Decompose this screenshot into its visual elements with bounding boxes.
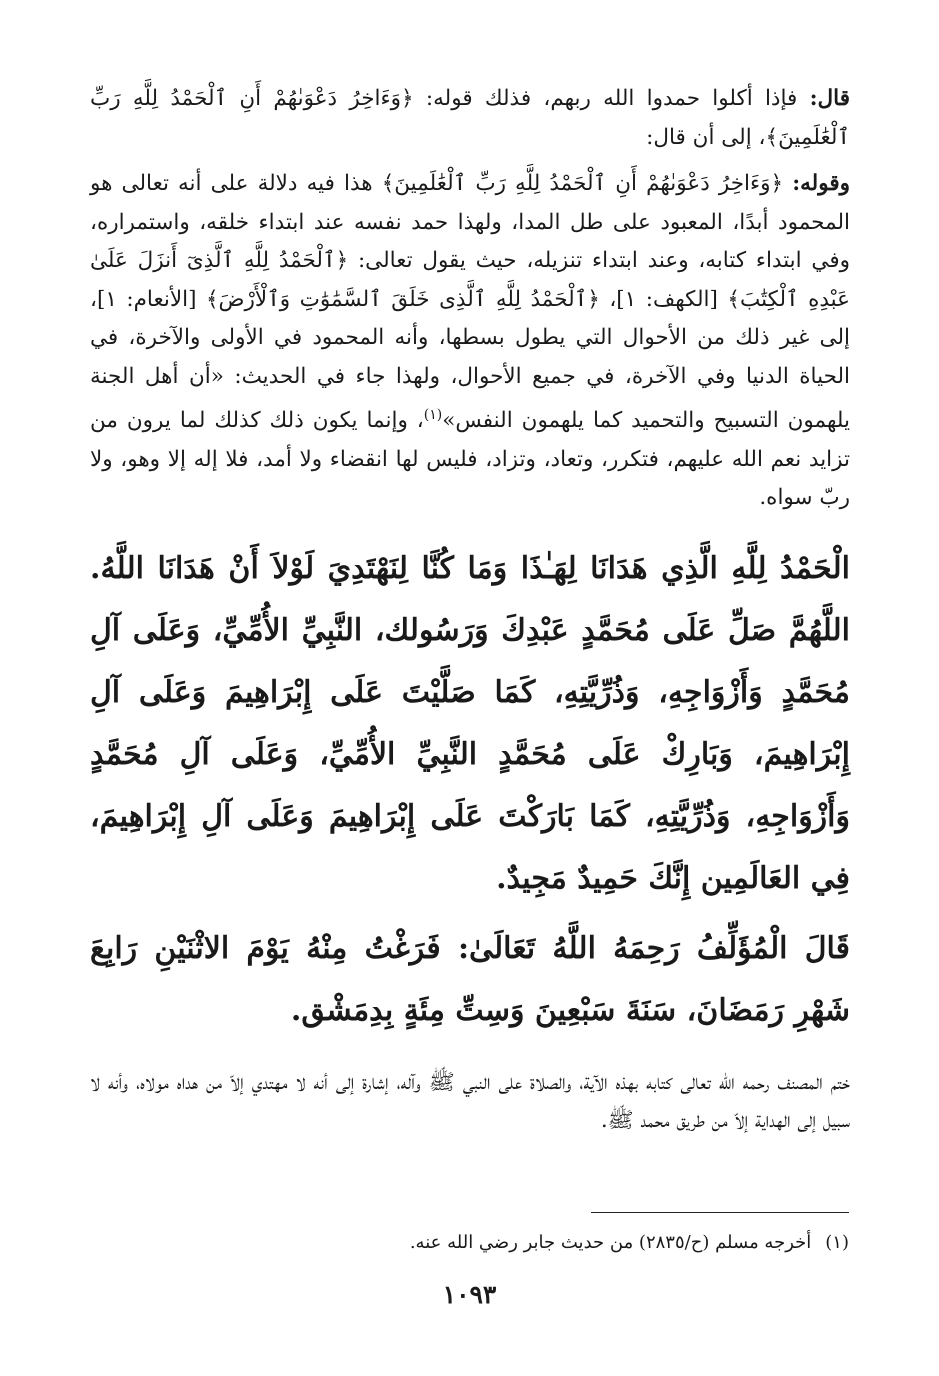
page-number: ١٠٩٣ <box>442 1280 497 1309</box>
page-body <box>90 80 850 1141</box>
footnote-number: (١) <box>825 1232 849 1253</box>
footnote <box>89 1226 849 1260</box>
paragraph-2-lead: وقوله: <box>792 171 850 196</box>
closing-paragraph: ختم المصنف رحمه الله تعالى كتابه بهذه الآية، والصلاة على النبي ﷺ وآله، إشارة إلى أنه لا مهتدي إلاّ من هداه مولاه، وأنه لا سبيل إلى الهداية إلاّ من طريق محمد ﷺ. <box>90 1069 850 1134</box>
paragraph-2-text: ﴿وَءَاخِرُ دَعْوَىٰهُمْ أَنِ ٱلْحَمْدُ لِلَّهِ رَبِّ ٱلْعَٰلَمِينَ﴾ هذا فيه دلالة على أنه تعالى هو المحمود أبدًا، المعبود على طل المدا، ولهذا حمد نفسه عند ابتداء خلقه، واستمراره، وفي ابتداء كتابه، وعند ابتداء تنزيله، حيث يقول تعالى: ﴿ٱلْحَمْدُ لِلَّهِ ٱلَّذِىٓ أَنزَلَ عَلَىٰ عَبْدِهِ ٱلْكِتَٰبَ﴾ [الكهف: ١]، ﴿ٱلْحَمْدُ لِلَّهِ ٱلَّذِى خَلَقَ ٱلسَّمَٰوَٰتِ وَٱلْأَرْضَ﴾ [الأنعام: ١]، إلى غير ذلك من الأحوال التي يطول بسطها، وأنه المحمود في الأولى والآخرة، في الحياة الدنيا وفي الآخرة، في جميع الأحوال، ولهذا جاء في الحديث: «أن أهل الجنة يلهمون التسبيح والتحميد كما يلهمون النفس» <box>90 171 850 434</box>
footnote-ref: (١) <box>423 407 443 423</box>
vocalized-block-2: قَالَ الْمُؤَلِّفُ رَحِمَهُ اللَّهُ تَعَالَىٰ: فَرَغْتُ مِنْهُ يَوْمَ الاثْنَيْنِ رَابِعَ شَهْرِ رَمَضَانَ، سَنَةَ سَبْعِينَ وَسِتِّ مِئَةٍ بِدِمَشْق. <box>90 930 850 1028</box>
paragraph-2-text-after: ، وإنما يكون ذلك كذلك لما يرون من تزايد نعم الله عليهم، فتكرر، وتعاد، وتزاد، فليس لها انقضاء ولا أمد، فلا إله إلا وهو، ولا ربّ سواه. <box>90 408 850 511</box>
paragraph-1 <box>90 80 850 157</box>
paragraph-1-text: فإذا أكلوا حمدوا الله ربهم، فذلك قوله: ﴿وَءَاخِرُ دَعْوَىٰهُمْ أَنِ ٱلْحَمْدُ لِلَّهِ رَبِّ ٱلْعَٰلَمِينَ﴾، إلى أن قال: <box>90 86 850 150</box>
footnote-text: أخرجه مسلم (ح/٢٨٣٥) من حديث جابر رضي الله عنه. <box>409 1232 812 1253</box>
vocalized-block-1: الْحَمْدُ لِلَّهِ الَّذِي هَدَانَا لِهَـٰذَا وَمَا كُنَّا لِنَهْتَدِيَ لَوْلاَ أَنْ هَدَانَا اللَّهُ. اللَّهُمَّ صَلِّ عَلَى مُحَمَّدٍ عَبْدِكَ وَرَسُولك، النَّبِيِّ الأُمِّيِّ، وَعَلَى آلِ مُحَمَّدٍ وَأَزْوَاجِهِ، وَذُرِّيَّتِهِ، كَمَا صَلَّيْتَ عَلَى إِبْرَاهِيمَ وَعَلَى آلِ إِبْرَاهِيمَ، وَبَارِكْ عَلَى مُحَمَّدٍ النَّبِيِّ الأُمِّيِّ، وَعَلَى آلِ مُحَمَّدٍ وَأَزْوَاجِهِ، وَذُرِّيَّتِهِ، كَمَا بَارَكْتَ عَلَى إِبْرَاهِيمَ وَعَلَى آلِ إِبْرَاهِيمَ، فِي العَالَمِين إِنَّكَ حَمِيدٌ مَجِيدٌ. <box>90 550 850 896</box>
footnote-divider <box>591 1212 849 1213</box>
paragraph-2 <box>90 165 850 518</box>
paragraph-1-lead: قال: <box>809 86 850 111</box>
